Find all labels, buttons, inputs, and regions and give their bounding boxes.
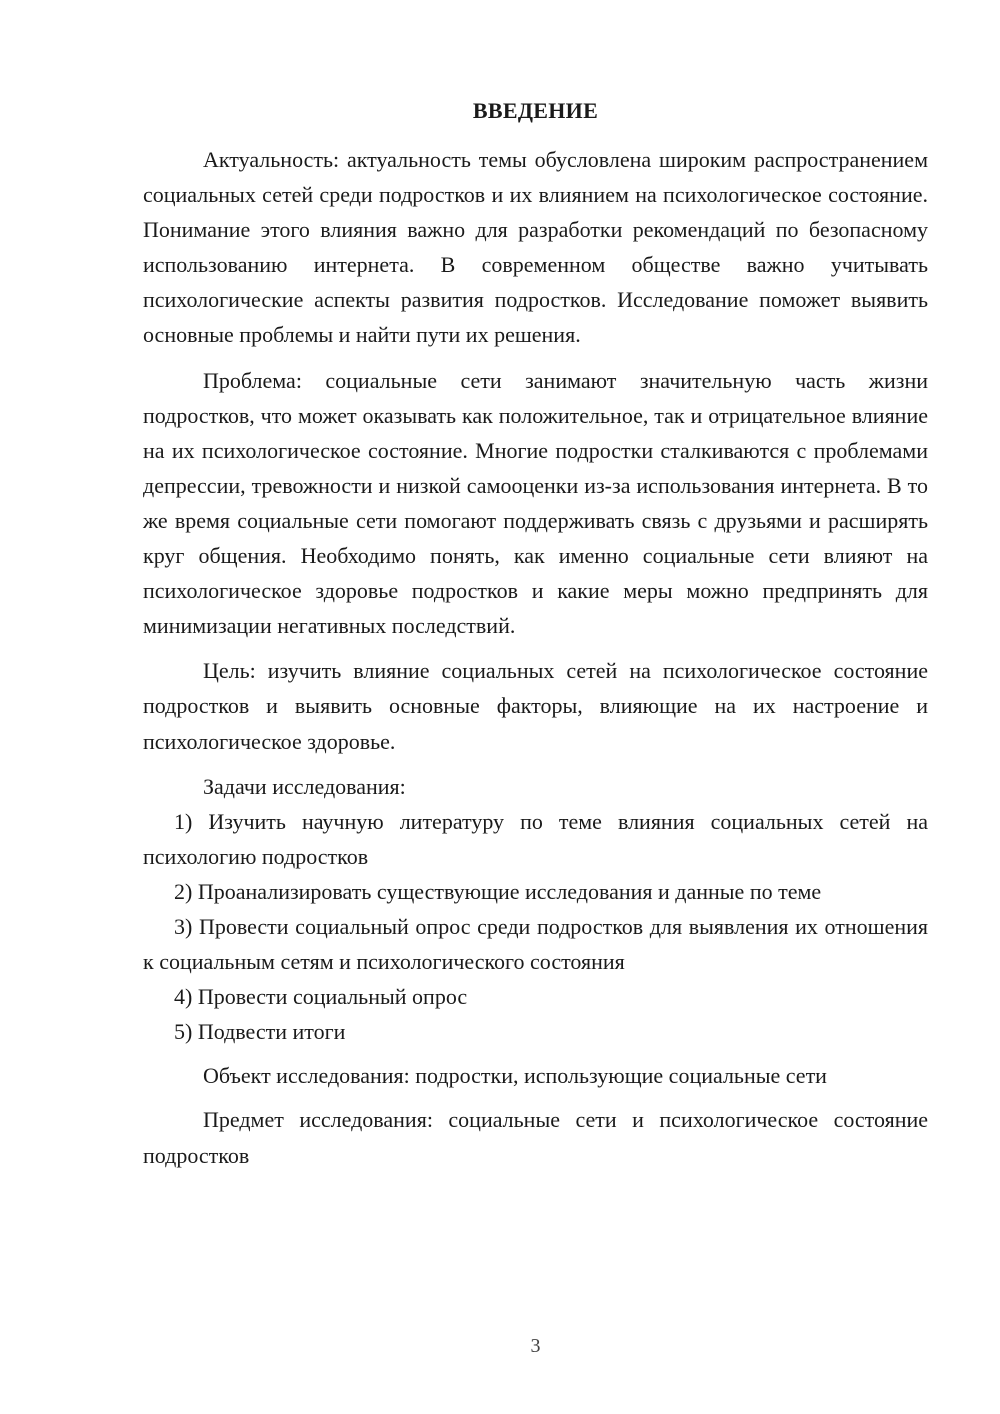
tasks-title: Задачи исследования: [203, 773, 406, 799]
document-page [143, 0, 928, 1414]
problem-paragraph: Проблема: социальные сети занимают значительную часть жизни подростков, что может оказывать как положительное, так и отрицательное влияние на их психологическое состояние. Многие подростки сталкиваются с проблемами депрессии, тревожности и низкой самооценки из-за использования интернета. В то же время социальные сети помогают поддерживать связь с друзьями и расширять круг общения. Необходимо понять, как именно социальные сети влияют на психологическое здоровье подростков и какие меры можно предпринять для минимизации негативных последствий. [143, 367, 928, 639]
object-paragraph: Объект исследования: подростки, использующие социальные сети [203, 1063, 827, 1089]
page-number: 3 [530, 1335, 541, 1357]
page-title: ВВЕДЕНИЕ [472, 98, 599, 123]
document-body [143, 142, 928, 1173]
task-item-1: 1) Изучить научную литературу по теме влияния социальных сетей на психологию подростков [143, 808, 928, 869]
task-item-2: 2) Проанализировать существующие исследования и данные по теме [174, 878, 822, 904]
task-item-4: 4) Провести социальный опрос [174, 984, 468, 1010]
subject-paragraph: Предмет исследования: социальные сети и психологическое состояние подростков [143, 1107, 928, 1168]
task-item-3: 3) Провести социальный опрос среди подростков для выявления их отношения к социальным сетям и психологического состояния [143, 913, 928, 975]
task-item-5: 5) Подвести итоги [174, 1019, 346, 1045]
goal-paragraph: Цель: изучить влияние социальных сетей на психологическое состояние подростков и выявить основные факторы, влияющие на их настроение и психологическое здоровье. [143, 658, 928, 754]
relevance-paragraph: Актуальность: актуальность темы обусловлена широким распространением социальных сетей среди подростков и их влиянием на психологическое состояние. Понимание этого влияния важно для разработки рекомендаций по безопасному использованию интернета. В современном обществе важно учитывать психологические аспекты развития подростков. Исследование поможет выявить основные проблемы и найти пути их решения. [143, 147, 928, 348]
